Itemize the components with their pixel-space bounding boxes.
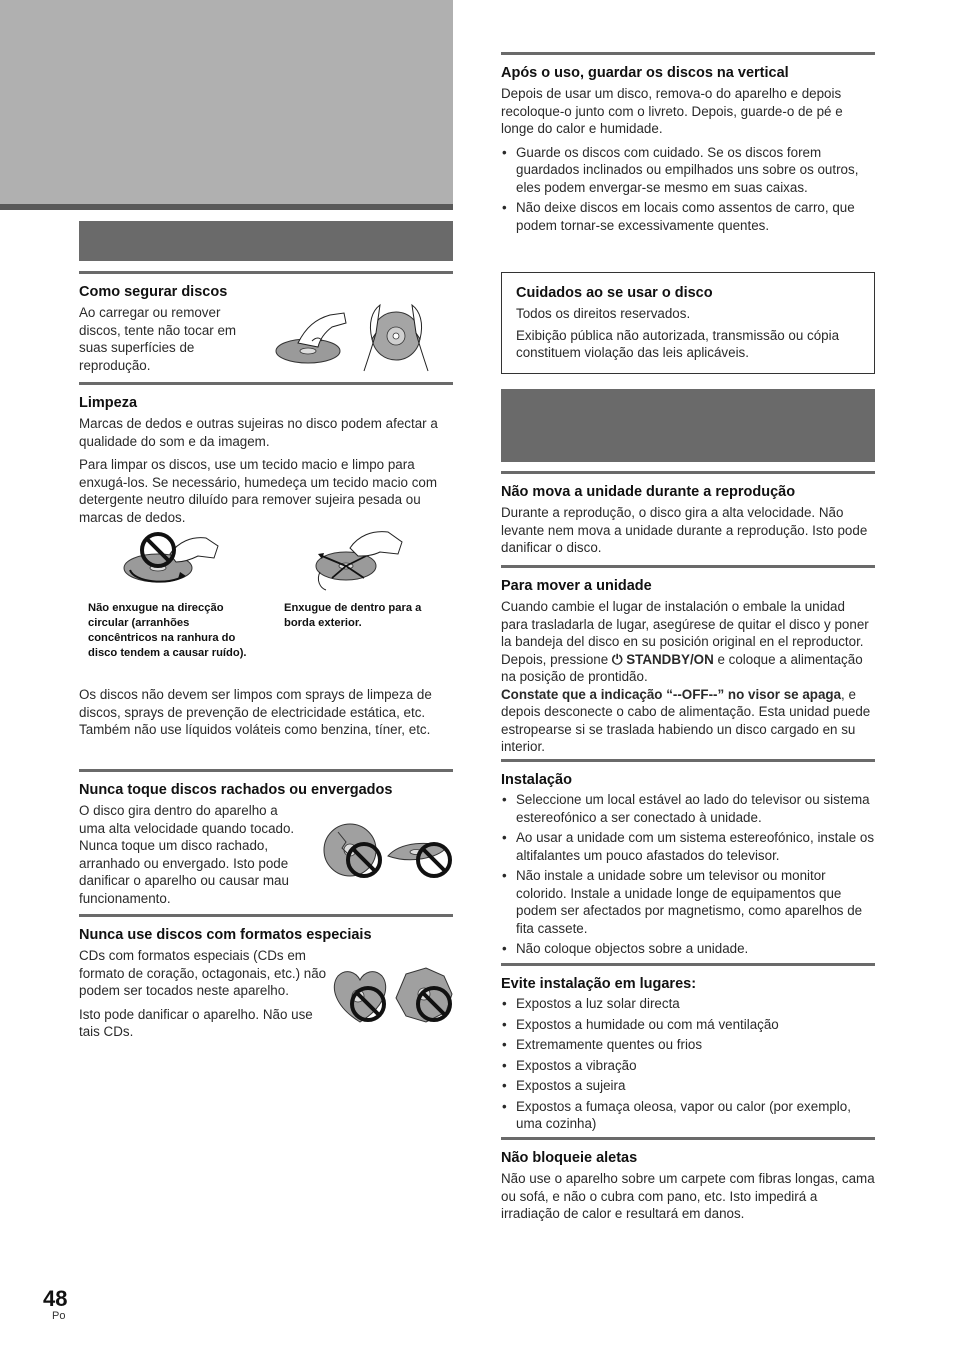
section-moving	[501, 565, 875, 762]
cracked-disc-illustration	[320, 822, 454, 880]
section-band-left	[79, 221, 453, 261]
section-avoid	[501, 963, 875, 1136]
section-install	[501, 759, 875, 961]
moving-text-a: Cuando cambie el lugar de instalación o embale la unidad para trasladarla de lugar, asegúrese de quitar el disco y poner la bandeja del disco en su posición original en el reproductor. Depois, pressione	[501, 599, 869, 667]
section-band-right	[501, 389, 875, 462]
section-storage	[501, 52, 875, 237]
no-move-text: Durante a reprodução, o disco gira a alta velocidade. Não levante nem mova a unidade durante a reprodução. Isto pode danificar o disco.	[501, 505, 868, 555]
special-text-2: Isto pode danificar o aparelho. Não use tais CDs.	[79, 1006, 313, 1039]
storage-text: Depois de usar um disco, remova-o do aparelho e depois recoloque-o junto com o livreto. Depois, guarde-o de pé e longe do calor e humidade.	[501, 86, 843, 136]
list-item: • Não coloque objectos sobre a unidade.	[501, 940, 875, 958]
list-item: • Expostos a fumaça oleosa, vapor ou calor (por exemplo, uma cozinha)	[501, 1098, 875, 1133]
special-title: Nunca use discos com formatos especiais	[79, 927, 372, 943]
notice-title: Cuidados ao se usar o disco	[516, 285, 713, 301]
wrong-wipe-illustration	[118, 528, 222, 592]
section-no-move	[501, 471, 875, 563]
list-item: • Expostos a sujeira	[501, 1077, 875, 1095]
cleaning-text-3: Os discos não devem ser limpos com sprays de limpeza de discos, sprays de prevenção de electricidade estática, etc. Também não use líquidos voláteis como benzina, tíner, etc.	[79, 687, 432, 737]
cleaning-warning-block	[79, 686, 455, 745]
cracked-title: Nunca toque discos rachados ou envergados	[79, 782, 393, 798]
special-disc-illustration	[328, 966, 454, 1026]
hold-text: Ao carregar ou remover discos, tente não tocar em suas superfícies de reprodução.	[79, 305, 237, 373]
header-dark-rule	[0, 204, 453, 210]
section-cleaning	[79, 382, 453, 532]
list-item: • Extremamente quentes ou frios	[501, 1036, 875, 1054]
caption-wrong-wipe: Não enxugue na direcção circular (arranhões concêntricos na ranhura do disco tendem a causar ruído).	[88, 602, 247, 659]
storage-title: Após o uso, guardar os discos na vertical	[501, 65, 789, 81]
hold-disc-illustration	[272, 303, 454, 373]
moving-text-b: e coloque a alimentação na posição de prontidão.	[501, 651, 863, 684]
moving-text	[501, 598, 875, 756]
cracked-text: O disco gira dentro do aparelho a uma alta velocidade quando tocado. Nunca toque um disco rachado, arranhado ou envergado. Isto pode danificar o aparelho ou causar mau funcionamento.	[79, 803, 295, 906]
cleaning-text-2: Para limpar os discos, use um tecido macio e limpo para enxugá-los. Se necessário, humedeça um tecido macio com detergente neutro diluído para remover sujeira pesada ou marcas de dedos.	[79, 457, 438, 525]
section-vents	[501, 1137, 875, 1229]
header-gray-block	[0, 0, 453, 204]
standby-label: STANDBY/ON	[622, 651, 714, 667]
list-item: • Expostos a luz solar directa	[501, 995, 875, 1013]
list-item: • Ao usar a unidade com um sistema estereofónico, instale os altifalantes um pouco afastados do televisor.	[501, 829, 875, 864]
moving-title: Para mover a unidade	[501, 578, 652, 594]
page-number: 48	[43, 1286, 68, 1311]
list-item: • Não deixe discos em locais como assentos de carro, que podem tornar-se excessivamente quentes.	[501, 199, 875, 234]
cleaning-title: Limpeza	[79, 395, 138, 411]
vents-text: Não use o aparelho sobre um carpete com fibras longas, cama ou sofá, e não o cubra com pano, etc. Isto impedirá a irradiação de calor e resultará em danos.	[501, 1171, 875, 1221]
install-title: Instalação	[501, 772, 572, 788]
right-wipe-illustration	[310, 528, 406, 592]
avoid-list	[501, 995, 875, 1133]
vents-title: Não bloqueie aletas	[501, 1150, 638, 1166]
avoid-title: Evite instalação em lugares:	[501, 976, 697, 992]
disc-notice-box	[501, 272, 875, 374]
no-move-title: Não mova a unidade durante a reprodução	[501, 484, 796, 500]
list-item: • Não instale a unidade sobre um televisor ou monitor colorido. Instale a unidade longe de equipamentos que podem ser afectados por magnetismo, como aparelhos de fita cassete.	[501, 867, 875, 937]
moving-text-d: , e depois desconecte o cabo de alimentação. Esta unidad puede estropearse si se traslada habiendo un disco cargado en su interior.	[501, 686, 871, 754]
special-text-1: CDs com formatos especiais (CDs em formato de coração, octagonais, etc.) não podem ser tocados neste aparelho.	[79, 948, 327, 998]
power-icon: ⏻	[611, 651, 623, 667]
notice-text-2: Exibição pública não autorizada, transmissão ou cópia constituem violação das leis aplicáveis.	[516, 327, 840, 360]
list-item: • Expostos a vibração	[501, 1057, 875, 1075]
install-list	[501, 791, 875, 958]
storage-list	[501, 144, 875, 235]
list-item: • Expostos a humidade ou com má ventilação	[501, 1016, 875, 1034]
list-item: • Seleccione um local estável ao lado do televisor ou sistema estereofónico a ser conectado à unidade.	[501, 791, 875, 826]
page-language: Po	[52, 1310, 66, 1322]
hold-title: Como segurar discos	[79, 284, 228, 300]
caption-right-wipe: Enxugue de dentro para a borda exterior.	[284, 602, 422, 629]
moving-text-bold: Constate que a indicação “--OFF--” no visor se apaga	[501, 686, 842, 702]
notice-text-1: Todos os direitos reservados.	[516, 306, 691, 321]
cleaning-text-1: Marcas de dedos e outras sujeiras no disco podem afectar a qualidade do som e da imagem.	[79, 416, 438, 449]
list-item: • Guarde os discos com cuidado. Se os discos forem guardados inclinados ou empilhados uns sobre os outros, eles podem envergar-se mesmo em suas caixas.	[501, 144, 875, 197]
